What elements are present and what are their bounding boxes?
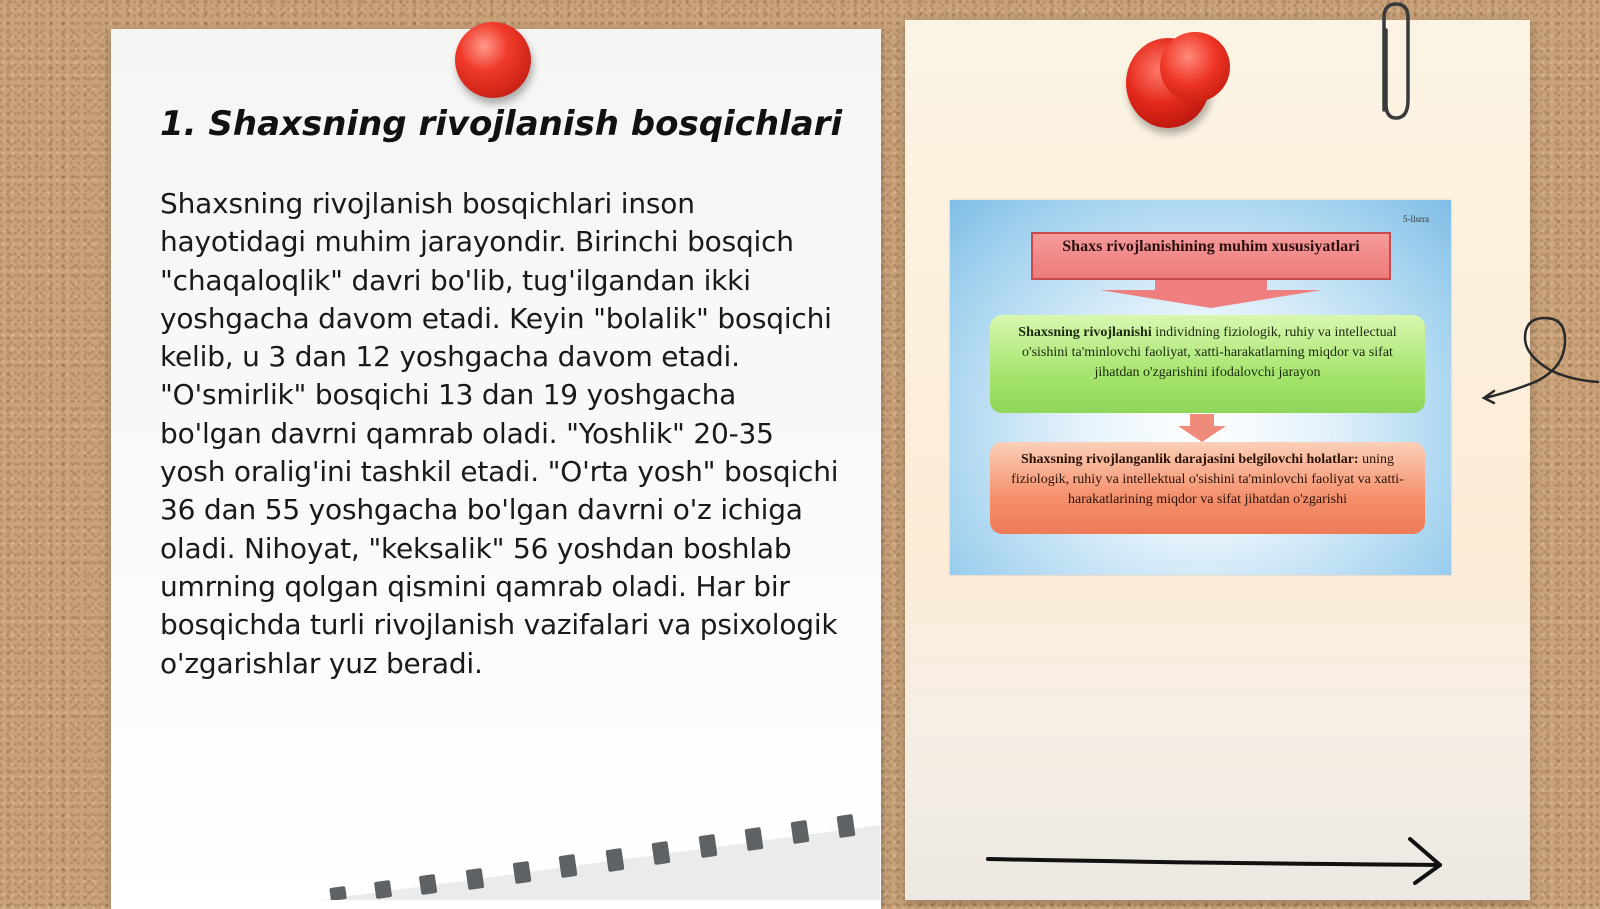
indicators-text: uning fiziologik, ruhiy va intellektual o'sishini ta'minlovchi faoliyat va xatti-harakatlarining miqdor va sifat jihatdan o'zgarishi	[1011, 452, 1404, 507]
infographic-indicators-box	[990, 442, 1425, 534]
infographic-header: Shaxs rivojlanishining muhim xususiyatlari	[1031, 232, 1391, 280]
down-arrow-icon	[1178, 414, 1226, 442]
indicators-term: Shaxsning rivojlanganlik darajasini belgilovchi holatlar:	[1020, 452, 1359, 467]
infographic-ref-label: 5-llsrra	[1403, 214, 1429, 224]
infographic-image	[950, 200, 1451, 575]
definition-term: Shaxsning rivojlanishi	[1018, 325, 1152, 340]
doodle-arrow-icon	[1480, 310, 1600, 410]
push-pin-highlight-icon	[1160, 32, 1230, 102]
paperclip-icon	[1370, 0, 1420, 125]
push-pin-icon	[455, 22, 531, 98]
definition-text: individning fiziologik, ruhiy va intellectual o'sishini ta'minlovchi faoliyat, xatti-harakatlarning miqdor va sifat jihatdan o'zgarishini ifodalovchi jarayon	[1022, 325, 1397, 380]
slide-body-text: Shaxsning rivojlanish bosqichlari inson hayotidagi muhim jarayondir. Birinchi bosqich "chaqaloqlik" davri bo'lib, tug'ilgandan ikki yoshgacha davom etadi. Keyin "bolalik" bosqichi kelib, u 3 dan 12 yoshgacha davom etadi. "O'smirlik" bosqichi 13 dan 19 yoshgacha bo'lgan davrni qamrab oladi. "Yoshlik" 20-35 yosh oralig'ini tashkil etadi. "O'rta yosh" bosqichi 36 dan 55 yoshgacha bo'lgan davrni o'z ichiga oladi. Nihoyat, "keksalik" 56 yoshdan boshlab umrning qolgan qismini qamrab oladi. Har bir bosqichda turli rivojlanish vazifalari va psixologik o'zgarishlar yuz beradi.	[160, 187, 839, 680]
torn-paper-edge	[320, 805, 880, 900]
long-right-arrow-icon	[985, 833, 1450, 885]
down-arrow-icon	[1100, 280, 1322, 308]
infographic-definition-box	[990, 315, 1425, 413]
slide-title: 1. Shaxsning rivojlanish bosqichlari	[160, 104, 843, 144]
